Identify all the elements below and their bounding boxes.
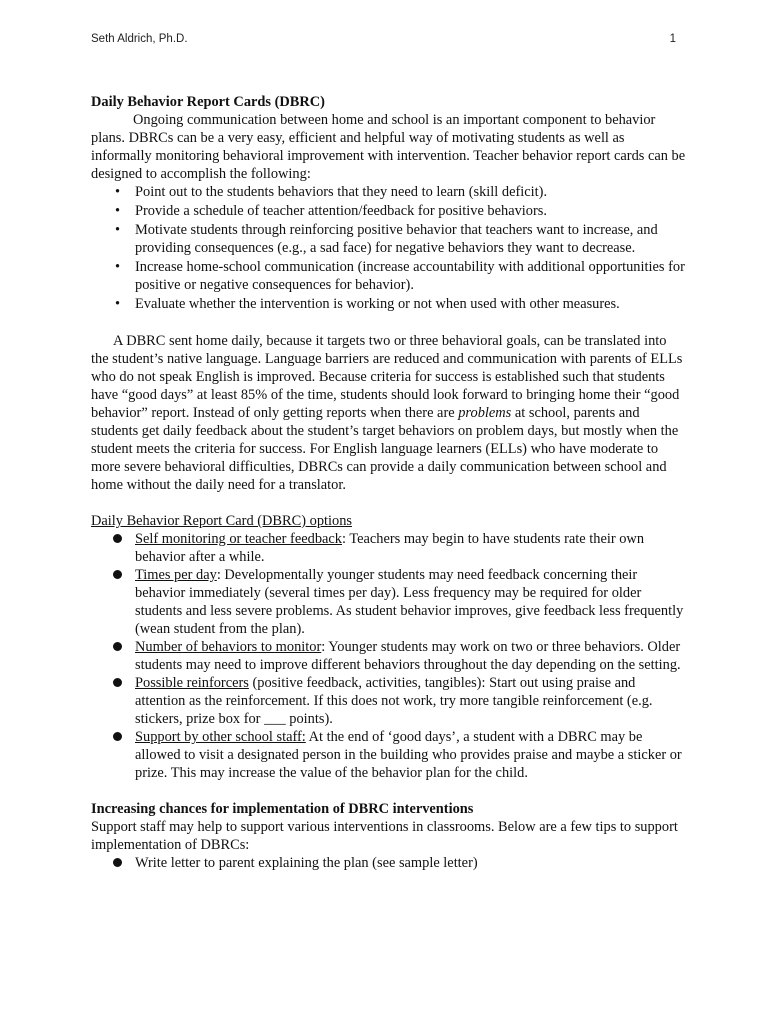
paragraph-text: at school, parents and students get daily feedback about the student’s target behaviors on problem days, but mostly when the student meets the criteria for success. For English language learners (ELLs) who have moderate to more severe behavioral difficulties, DBRCs can provide a daily communication between school and home without the daily need for a translator. <box>91 405 679 493</box>
document-body <box>91 93 687 872</box>
option-term: Times per day <box>135 567 217 583</box>
list-item <box>91 728 687 782</box>
implementation-list <box>91 854 687 872</box>
list-item: • Evaluate whether the intervention is working or not when used with other measures. <box>91 295 687 313</box>
list-item <box>91 530 687 566</box>
implementation-intro: Support staff may help to support various interventions in classrooms. Below are a few tips to support implementation of DBRCs: <box>91 819 678 853</box>
option-text: : Younger students may work on two or three behaviors. Older students may need to improve different behaviors throughout the day depending on the setting. <box>135 639 681 673</box>
dbrc-description-paragraph <box>91 332 687 494</box>
section-title-options: Daily Behavior Report Card (DBRC) options <box>91 513 352 529</box>
list-item: Write letter to parent explaining the plan (see sample letter) <box>91 854 687 872</box>
emphasis-problems: problems <box>458 405 512 421</box>
header-page-number: 1 <box>669 33 676 45</box>
option-text: : Teachers may begin to have students rate their own behavior after a while. <box>135 531 645 565</box>
option-term: Self monitoring or teacher feedback <box>135 531 342 547</box>
option-text: : Developmentally younger students may need feedback concerning their behavior immediately (several times per day). Less frequency may be required for older students and less severe problems. As student behavior improves, give feedback less frequently (wean student from the plan). <box>135 567 684 637</box>
section-title-implementation: Increasing chances for implementation of DBRC interventions <box>91 801 474 817</box>
option-term: Support by other school staff: <box>135 729 306 745</box>
paragraph-text: A DBRC sent home daily, because it targets two or three behavioral goals, can be translated into the student’s native language. Language barriers are reduced and communication with parents of ELLs who do not speak English is improved. Because criteria for success is established such that students have “good days” at least 85% of the time, students should look forward to bringing home their “good behavior” report. Instead of only getting reports when there are <box>91 333 683 421</box>
list-item: • Provide a schedule of teacher attention/feedback for positive behaviors. <box>91 202 687 220</box>
list-item: • Increase home-school communication (increase accountability with additional opportunities for positive or negative consequences for behavior). <box>91 258 687 294</box>
list-item: • Motivate students through reinforcing positive behavior that teachers want to increase, and providing consequences (e.g., a sad face) for negative behaviors they want to decrease. <box>91 221 687 257</box>
option-term: Number of behaviors to monitor <box>135 639 322 655</box>
list-item <box>91 566 687 638</box>
list-item <box>91 638 687 674</box>
options-list <box>91 530 687 782</box>
list-item <box>91 674 687 728</box>
section-title-dbrc: Daily Behavior Report Cards (DBRC) <box>91 94 325 110</box>
intro-paragraph: Ongoing communication between home and school is an important component to behavior plans. DBRCs can be a very easy, efficient and helpful way of motivating students as well as informally monitoring behavioral improvement with intervention. Teacher behavior report cards can be designed to accomplish the following: <box>91 112 686 182</box>
option-term: Possible reinforcers <box>135 675 249 691</box>
goals-list <box>91 183 687 313</box>
list-item: • Point out to the students behaviors that they need to learn (skill deficit). <box>91 183 687 201</box>
option-text: (positive feedback, activities, tangibles): Start out using praise and attention as the reinforcement. If this does not work, try more tangible reinforcement (e.g. stickers, prize box for ___ points). <box>135 675 653 727</box>
option-text: At the end of ‘good days’, a student with a DBRC may be allowed to visit a designated person in the building who provides praise and maybe a sticker or prize. This may increase the value of the behavior plan for the child. <box>135 729 682 781</box>
header-author: Seth Aldrich, Ph.D. <box>91 33 188 45</box>
